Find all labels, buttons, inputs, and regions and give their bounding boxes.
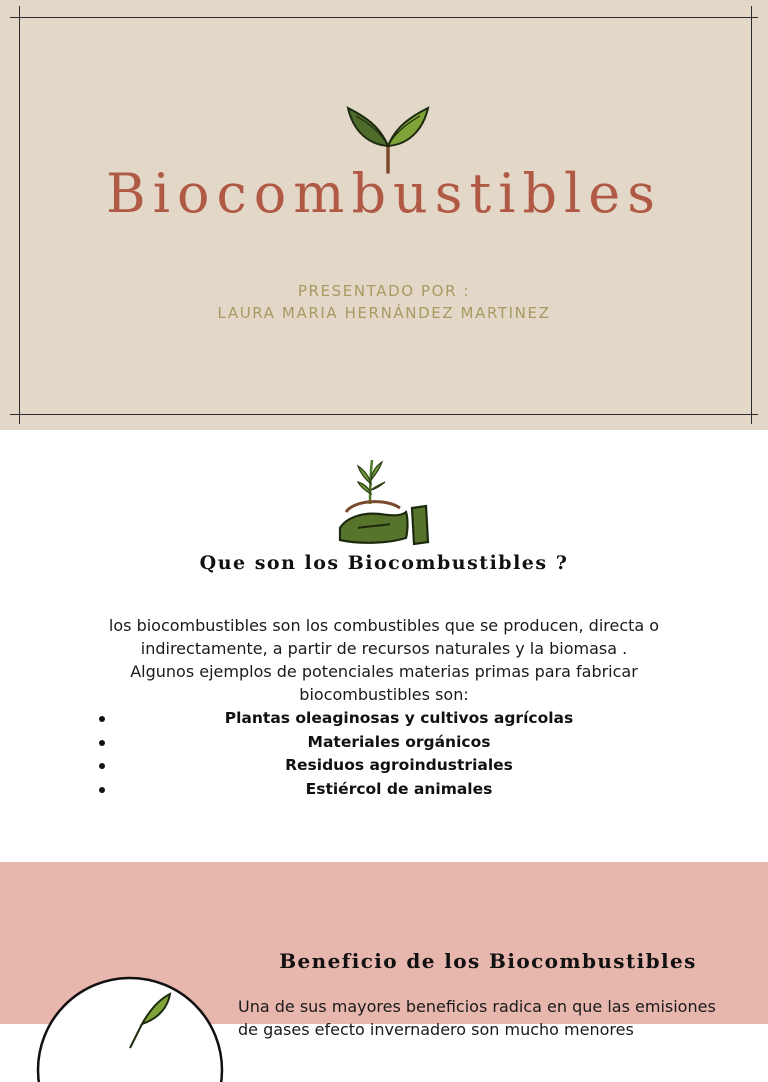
list-item xyxy=(90,707,708,731)
bullet-icon xyxy=(99,763,105,769)
definition-slide xyxy=(0,430,768,862)
title-slide xyxy=(0,0,768,430)
section-heading: Que son los Biocombustibles ? xyxy=(199,552,569,574)
list-item-text: Materiales orgánicos xyxy=(307,732,491,751)
intro-line: Algunos ejemplos de potenciales materias primas para fabricar xyxy=(130,662,638,681)
list-item xyxy=(90,754,708,778)
list-item-text: Estiércol de animales xyxy=(305,779,493,798)
intro-line: indirectamente, a partir de recursos naturales y la biomasa . xyxy=(140,639,628,658)
author-name: LAURA MARIA HERNÁNDEZ MARTINEZ xyxy=(217,304,551,322)
presented-by-label: PRESENTADO POR : xyxy=(297,282,471,300)
list-item xyxy=(90,731,708,755)
leaf-circle-icon xyxy=(30,952,230,1082)
intro-paragraph xyxy=(90,614,678,706)
benefits-slide xyxy=(0,862,768,1039)
bullet-icon xyxy=(99,787,105,793)
benefits-heading: Beneficio de los Biocombustibles xyxy=(279,949,697,973)
hand-holding-plant-icon xyxy=(336,454,432,546)
list-item xyxy=(90,778,708,802)
frame-top-line xyxy=(10,17,758,18)
presentation-title: Biocombustibles xyxy=(106,162,662,225)
list-item-text: Plantas oleaginosas y cultivos agrícolas xyxy=(224,709,574,727)
benefits-text-line: de gases efecto invernadero son mucho menores xyxy=(238,1020,634,1039)
bullet-icon xyxy=(99,716,105,722)
intro-line: los biocombustibles son los combustibles que se producen, directa o xyxy=(108,616,660,635)
bullet-icon xyxy=(99,740,105,746)
raw-materials-list xyxy=(90,707,708,801)
benefits-text-line: Una de sus mayores beneficios radica en que las emisiones xyxy=(238,997,716,1016)
intro-line: biocombustibles son: xyxy=(299,685,469,704)
frame-bottom-line xyxy=(10,414,758,415)
list-item-text: Residuos agroindustriales xyxy=(285,756,513,774)
